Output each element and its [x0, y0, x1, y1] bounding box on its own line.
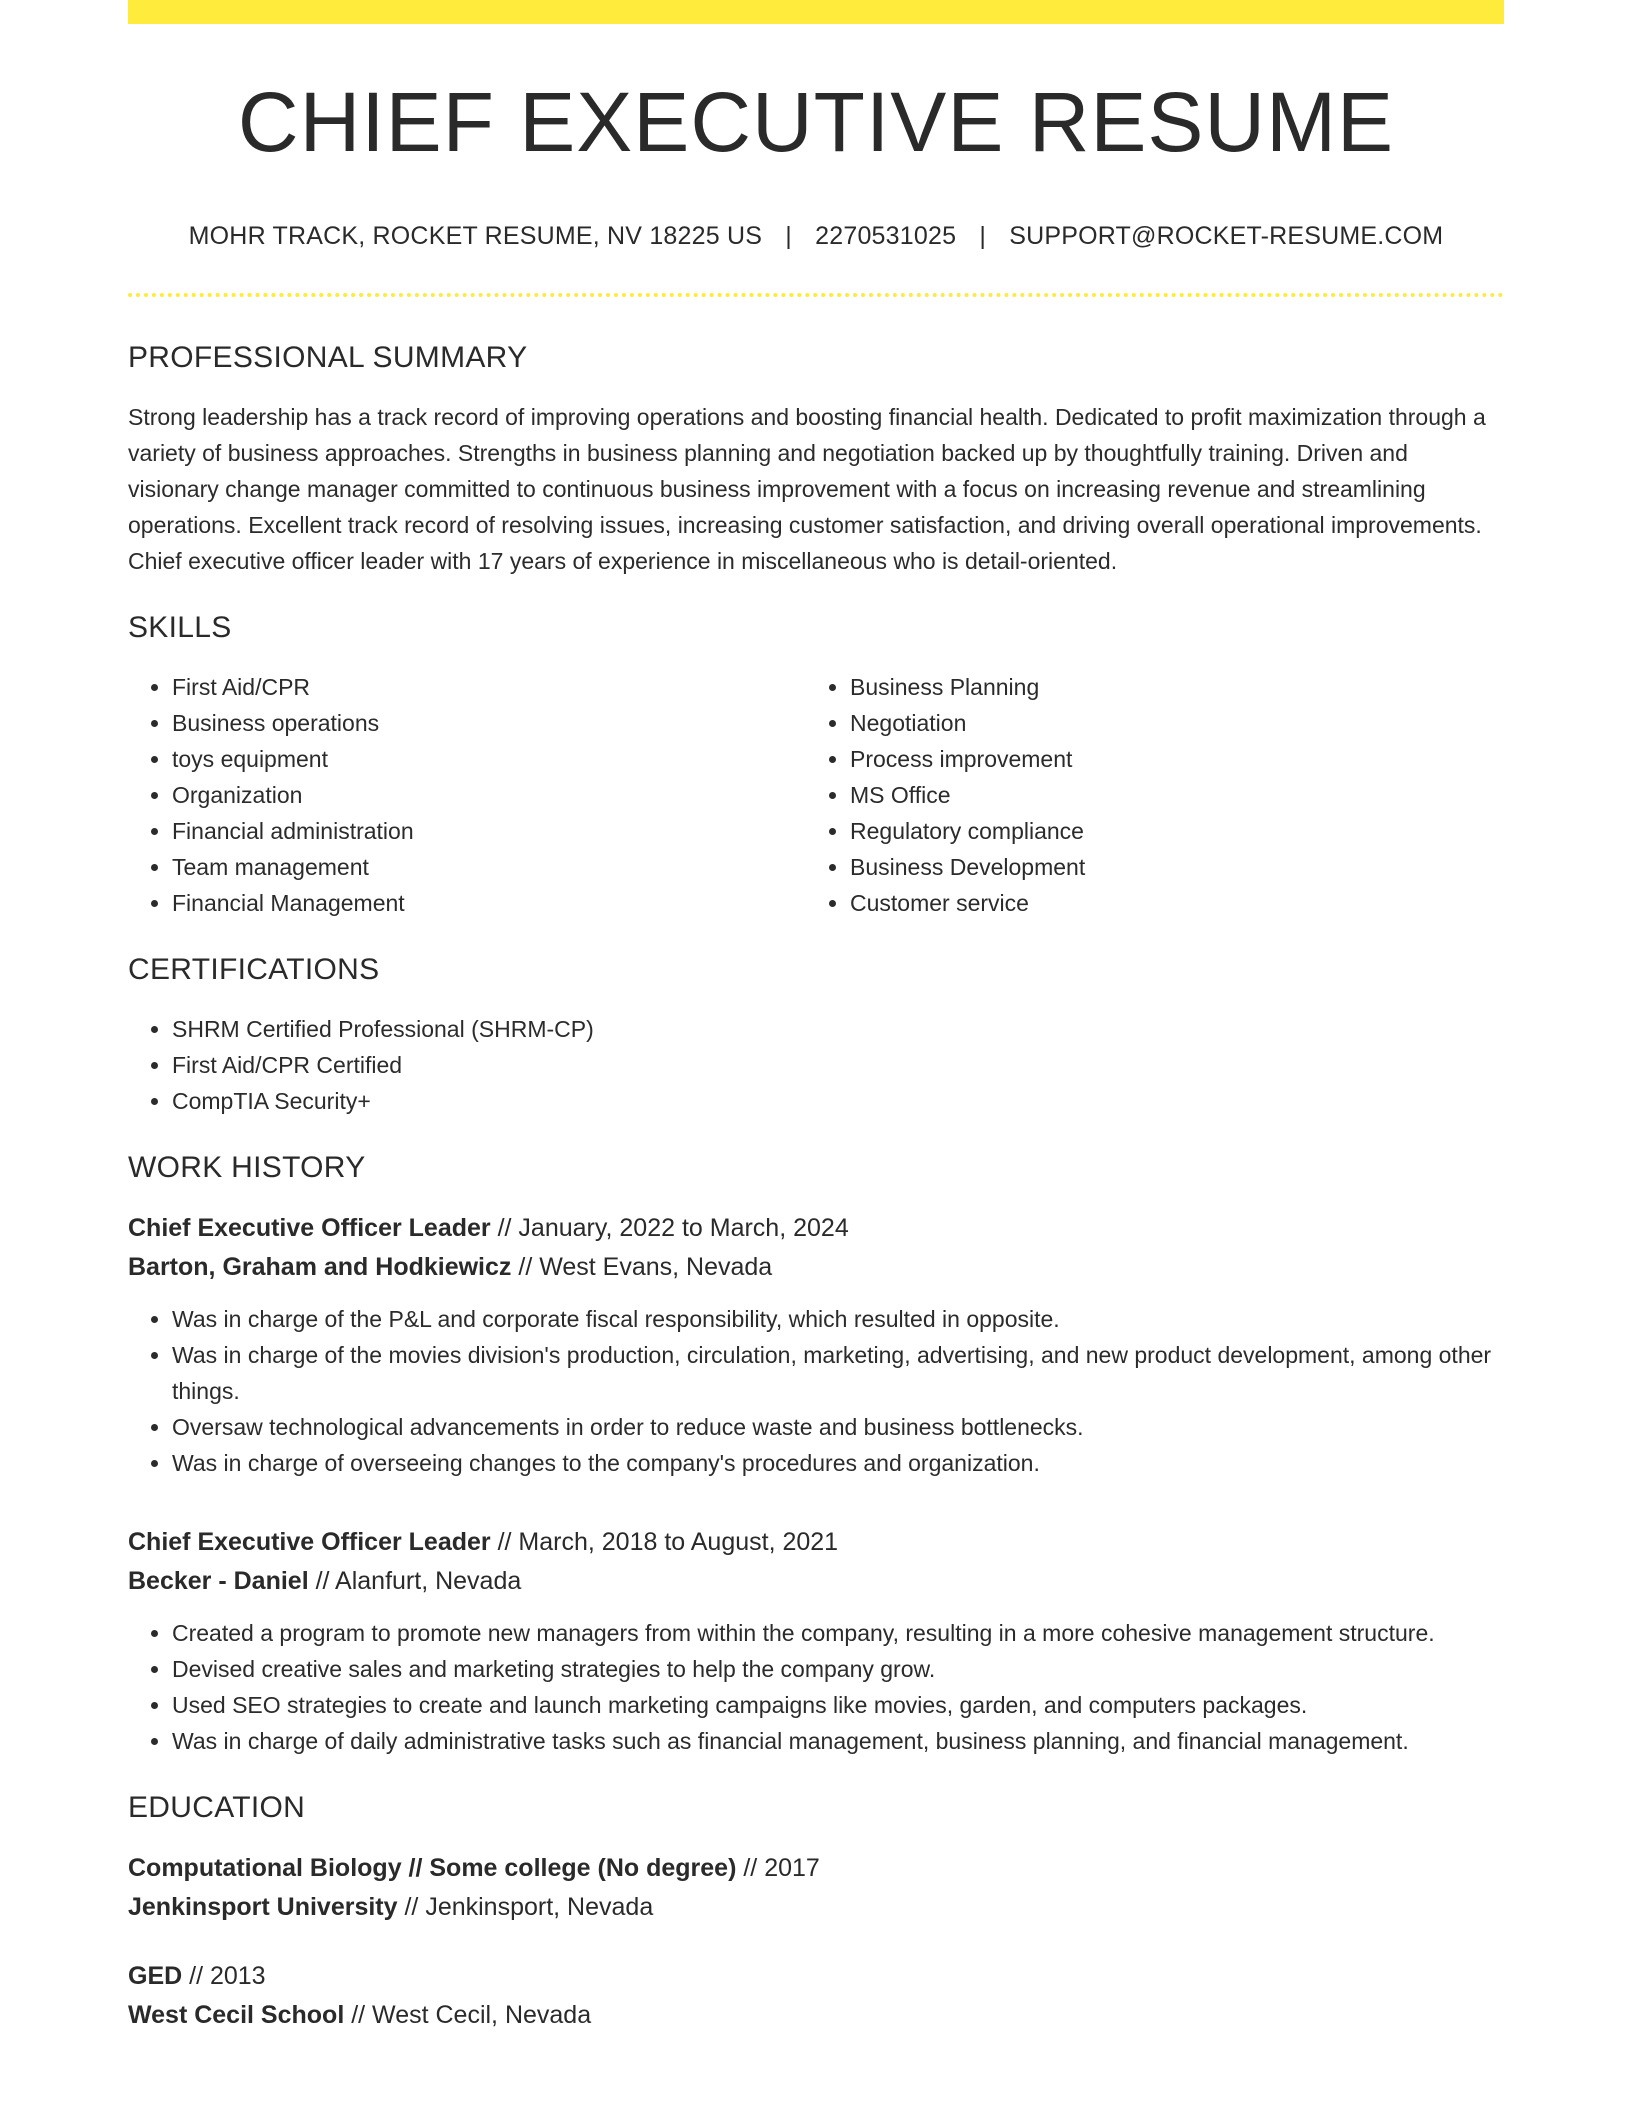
job-bullet: • Was in charge of overseeing changes to the company's procedures and organization.	[172, 1445, 1504, 1481]
education-degree-line	[128, 1957, 1504, 1996]
skill-item: • Process improvement	[850, 741, 1484, 777]
education-heading: EDUCATION	[128, 1791, 306, 1824]
job-company: Barton, Graham and Hodkiewicz	[128, 1253, 512, 1281]
skill-item: • Business operations	[172, 705, 806, 741]
skill-item: • Negotiation	[850, 705, 1484, 741]
skill-item: • Team management	[172, 849, 806, 885]
skill-item: • Customer service	[850, 885, 1484, 921]
skill-item: • First Aid/CPR	[172, 669, 806, 705]
skills-columns	[128, 669, 1504, 921]
education-entry	[128, 1849, 1504, 1927]
resume-title: CHIEF EXECUTIVE RESUME	[237, 75, 1395, 169]
education-location: // West Cecil, Nevada	[344, 2001, 592, 2029]
education-degree-line	[128, 1849, 1504, 1888]
job-bullet: • Was in charge of the movies division's production, circulation, marketing, advertising, and new product development, among other things.	[172, 1337, 1504, 1409]
summary-heading: PROFESSIONAL SUMMARY	[128, 341, 528, 374]
job-dates: // January, 2022 to March, 2024	[490, 1214, 849, 1242]
job-title-line	[128, 1523, 1504, 1562]
skill-item: • Organization	[172, 777, 806, 813]
contact-phone: 2270531025	[815, 222, 957, 250]
job-bullet: • Was in charge of daily administrative tasks such as financial management, business planning, and financial management.	[172, 1723, 1504, 1759]
job-bullet: • Oversaw technological advancements in order to reduce waste and business bottlenecks.	[172, 1409, 1504, 1445]
job-entry	[128, 1523, 1504, 1759]
education-degree: Computational Biology // Some college (No degree)	[128, 1854, 737, 1882]
skills-list-right	[806, 669, 1484, 921]
skill-item: • Business Development	[850, 849, 1484, 885]
resume-page	[128, 0, 1504, 2035]
top-accent-bar	[128, 0, 1504, 24]
skill-item: • Business Planning	[850, 669, 1484, 705]
contact-email: SUPPORT@ROCKET-RESUME.COM	[1009, 222, 1444, 250]
job-title: Chief Executive Officer Leader	[128, 1528, 491, 1556]
dotted-divider	[128, 293, 1504, 297]
work-history-heading: WORK HISTORY	[128, 1151, 366, 1184]
skill-item: • Financial Management	[172, 885, 806, 921]
summary-text: Strong leadership has a track record of improving operations and boosting financial health. Dedicated to profit maximization through a variety of business approaches. Strengths in business planning and negotiation backed up by thoughtfully training. Driven and visionary change manager committed to continuous business improvement with a focus on increasing revenue and streamlining operations. Excellent track record of resolving issues, increasing customer satisfaction, and driving overall operational improvements. Chief executive officer leader with 17 years of experience in miscellaneous who is detail-oriented.	[128, 404, 1486, 574]
education-location: // Jenkinsport, Nevada	[397, 1893, 654, 1921]
job-company-line	[128, 1562, 1504, 1601]
skills-list-left	[128, 669, 806, 921]
job-bullet: • Devised creative sales and marketing strategies to help the company grow.	[172, 1651, 1504, 1687]
job-location: // Alanfurt, Nevada	[308, 1567, 522, 1595]
education-degree: GED	[128, 1962, 183, 1990]
job-bullet: • Created a program to promote new managers from within the company, resulting in a more cohesive management structure.	[172, 1615, 1504, 1651]
job-bullet: • Was in charge of the P&L and corporate fiscal responsibility, which resulted in opposite.	[172, 1301, 1504, 1337]
job-company-line	[128, 1248, 1504, 1287]
certification-item: • SHRM Certified Professional (SHRM-CP)	[172, 1011, 1504, 1047]
skill-item: • MS Office	[850, 777, 1484, 813]
education-school: West Cecil School	[128, 2001, 345, 2029]
skills-heading: SKILLS	[128, 611, 232, 644]
education-entry	[128, 1957, 1504, 2035]
skill-item: • Financial administration	[172, 813, 806, 849]
job-title-line	[128, 1209, 1504, 1248]
contact-address: MOHR TRACK, ROCKET RESUME, NV 18225 US	[188, 222, 763, 250]
contact-separator: |	[979, 222, 987, 250]
job-bullet: • Used SEO strategies to create and launch marketing campaigns like movies, garden, and computers packages.	[172, 1687, 1504, 1723]
education-year: // 2017	[736, 1854, 820, 1882]
certifications-list	[128, 1011, 1504, 1119]
job-title: Chief Executive Officer Leader	[128, 1214, 491, 1242]
education-school-line	[128, 1996, 1504, 2035]
certifications-heading: CERTIFICATIONS	[128, 953, 380, 986]
certification-item: • First Aid/CPR Certified	[172, 1047, 1504, 1083]
education-school: Jenkinsport University	[128, 1893, 398, 1921]
job-location: // West Evans, Nevada	[511, 1253, 773, 1281]
skill-item: • toys equipment	[172, 741, 806, 777]
education-school-line	[128, 1888, 1504, 1927]
job-company: Becker - Daniel	[128, 1567, 309, 1595]
education-year: // 2013	[182, 1962, 266, 1990]
job-bullets	[128, 1301, 1504, 1481]
job-entry	[128, 1209, 1504, 1481]
job-bullets	[128, 1615, 1504, 1759]
job-dates: // March, 2018 to August, 2021	[490, 1528, 839, 1556]
contact-line	[128, 222, 1504, 251]
skill-item: • Regulatory compliance	[850, 813, 1484, 849]
certification-item: • CompTIA Security+	[172, 1083, 1504, 1119]
contact-separator: |	[785, 222, 792, 250]
